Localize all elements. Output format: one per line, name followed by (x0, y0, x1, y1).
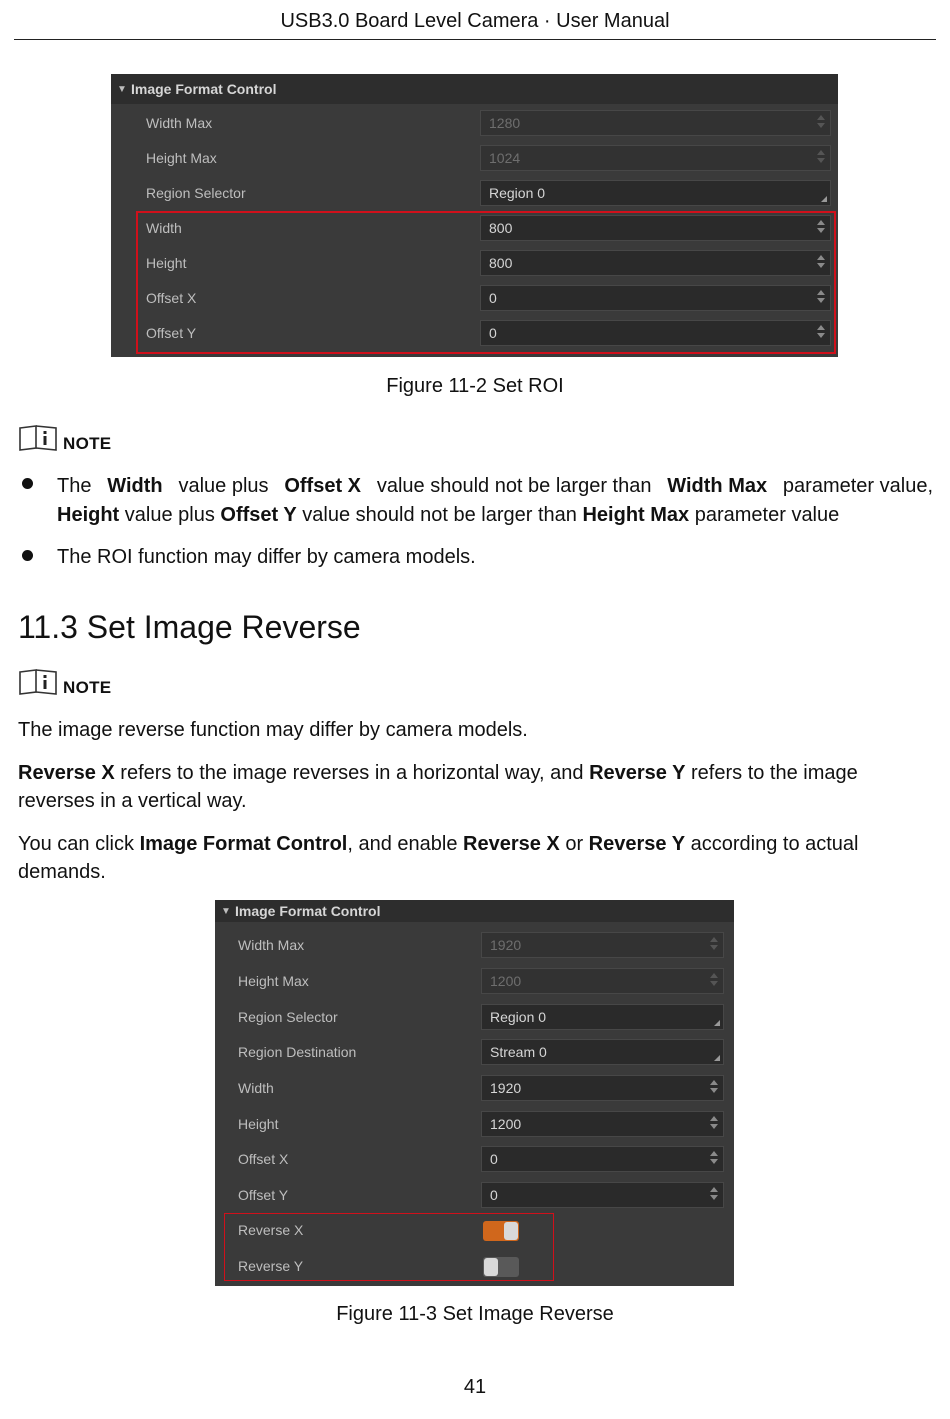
field-value: 0 (490, 1187, 498, 1203)
param-label: Reverse X (238, 1222, 304, 1238)
note-label: NOTE (63, 678, 112, 697)
param-row-height (215, 1107, 734, 1142)
offset-y-input[interactable] (481, 1182, 724, 1208)
field-value: 1280 (489, 115, 521, 131)
page-number: 41 (463, 1376, 487, 1398)
spin-arrows-icon[interactable] (709, 1115, 719, 1133)
width-input[interactable] (481, 1075, 724, 1101)
param-row-width (215, 1071, 734, 1106)
param-label: Width Max (146, 115, 213, 131)
spin-arrows-icon (709, 972, 719, 990)
field-value: 0 (489, 290, 497, 306)
field-value: 1200 (490, 1116, 522, 1132)
param-label: Region Destination (238, 1044, 357, 1060)
param-row-region-destination (215, 1035, 734, 1070)
bold-term: Offset Y (220, 504, 297, 526)
note-bullet-1 (57, 472, 933, 530)
bullet-dot (22, 550, 33, 561)
param-row-width-max (111, 106, 838, 141)
text: value should not be larger than (296, 504, 583, 526)
height-max-field (480, 145, 831, 171)
region-selector-dropdown[interactable] (481, 1004, 724, 1030)
bold-term: Reverse X (463, 833, 560, 855)
height-max-field (481, 968, 724, 994)
height-input[interactable] (481, 1111, 724, 1137)
text: or (559, 833, 589, 855)
text: parameter value, (782, 475, 933, 497)
width-max-field (480, 110, 831, 136)
text: value should not be larger than (376, 475, 652, 497)
bold-term: Width (107, 475, 163, 497)
panel-title: Image Format Control (235, 903, 381, 919)
figure-caption: Figure 11-2 Set ROI (386, 375, 564, 397)
field-value: 800 (489, 220, 513, 236)
param-label: Width Max (238, 937, 305, 953)
spin-arrows-icon (816, 149, 826, 167)
param-label: Width (238, 1080, 274, 1096)
field-value: 1024 (489, 150, 521, 166)
text: You can click (18, 833, 140, 855)
param-row-region-selector (215, 1000, 734, 1035)
note-book-icon (18, 668, 58, 696)
bold-term: Height (57, 504, 120, 526)
field-value: 1920 (490, 1080, 522, 1096)
field-value: 0 (489, 325, 497, 341)
note-book-icon (18, 424, 58, 452)
spin-arrows-icon (816, 114, 826, 132)
figure-reverse-panel (215, 900, 734, 1286)
dropdown-corner-icon (821, 196, 827, 202)
param-row-region-selector (111, 176, 838, 211)
spin-arrows-icon[interactable] (709, 1079, 719, 1097)
bullet-line (57, 472, 933, 501)
param-label: Width (146, 220, 182, 236)
param-row-height-max (111, 141, 838, 176)
bullet-line (57, 501, 933, 530)
param-label: Height Max (238, 973, 309, 989)
param-row-height-max (215, 964, 734, 999)
field-value: 800 (489, 255, 513, 271)
spin-arrows-icon[interactable] (709, 1150, 719, 1168)
param-label: Offset Y (146, 325, 197, 341)
field-value: Region 0 (489, 185, 546, 201)
figure-caption: Figure 11-3 Set Image Reverse (336, 1303, 614, 1325)
note-bullet-2: The ROI function may differ by camera models. (57, 546, 476, 568)
spin-arrows-icon[interactable] (709, 1186, 719, 1204)
param-label: Region Selector (238, 1009, 338, 1025)
param-label: Region Selector (146, 185, 246, 201)
bold-term: Width Max (667, 475, 768, 497)
paragraph-instructions (18, 830, 938, 886)
note-label: NOTE (63, 434, 112, 453)
param-row-offset-y (215, 1178, 734, 1213)
para-line (18, 759, 938, 787)
param-label: Reverse Y (238, 1258, 304, 1274)
header-divider (14, 39, 936, 40)
figure-roi-panel (111, 74, 838, 357)
bold-term: Reverse Y (589, 762, 686, 784)
param-label: Offset Y (238, 1187, 289, 1203)
text: refers to the image reverses in a horizontal way, and (114, 762, 590, 784)
para-line (18, 830, 938, 858)
bold-term: Height Max (582, 504, 690, 526)
para-line: demands. (18, 861, 106, 883)
dropdown-corner-icon (714, 1055, 720, 1061)
collapse-caret-icon[interactable]: ▼ (221, 905, 231, 917)
text: value plus (119, 504, 221, 526)
field-value: 1920 (490, 937, 522, 953)
bold-term: Offset X (284, 475, 362, 497)
text: according to actual (685, 833, 859, 855)
width-max-field (481, 932, 724, 958)
panel-header[interactable] (215, 900, 734, 922)
param-row-width-max (215, 928, 734, 963)
note-text: The image reverse function may differ by camera models. (18, 719, 528, 741)
field-value: Region 0 (490, 1009, 547, 1025)
param-label: Offset X (146, 290, 197, 306)
dropdown-corner-icon (714, 1020, 720, 1026)
text: The (57, 475, 92, 497)
bullet-dot (22, 478, 33, 489)
bold-term: Image Format Control (139, 833, 348, 855)
field-value: 1200 (490, 973, 522, 989)
text: value plus (178, 475, 269, 497)
bold-term: Reverse X (18, 762, 115, 784)
spin-arrows-icon (709, 936, 719, 954)
param-label: Height Max (146, 150, 217, 166)
offset-x-input[interactable] (481, 1146, 724, 1172)
region-selector-dropdown[interactable] (480, 180, 831, 206)
field-value: Stream 0 (490, 1044, 547, 1060)
paragraph-reverse-definition (18, 759, 938, 815)
page-header: USB3.0 Board Level Camera · User Manual (280, 10, 670, 32)
highlight-box (224, 1213, 554, 1281)
panel-title: Image Format Control (131, 81, 277, 97)
section-title: 11.3 Set Image Reverse (18, 609, 361, 645)
region-destination-dropdown[interactable] (481, 1039, 724, 1065)
highlight-box (136, 211, 836, 354)
param-label: Height (146, 255, 187, 271)
text: refers to the image (685, 762, 858, 784)
panel-header[interactable] (111, 74, 838, 104)
text: parameter value (689, 504, 840, 526)
para-line: reverses in a vertical way. (18, 790, 247, 812)
collapse-caret-icon[interactable]: ▼ (117, 83, 127, 95)
field-value: 0 (490, 1151, 498, 1167)
param-label: Height (238, 1116, 279, 1132)
text: , and enable (347, 833, 464, 855)
bold-term: Reverse Y (588, 833, 686, 855)
param-label: Offset X (238, 1151, 289, 1167)
param-row-offset-x (215, 1142, 734, 1177)
